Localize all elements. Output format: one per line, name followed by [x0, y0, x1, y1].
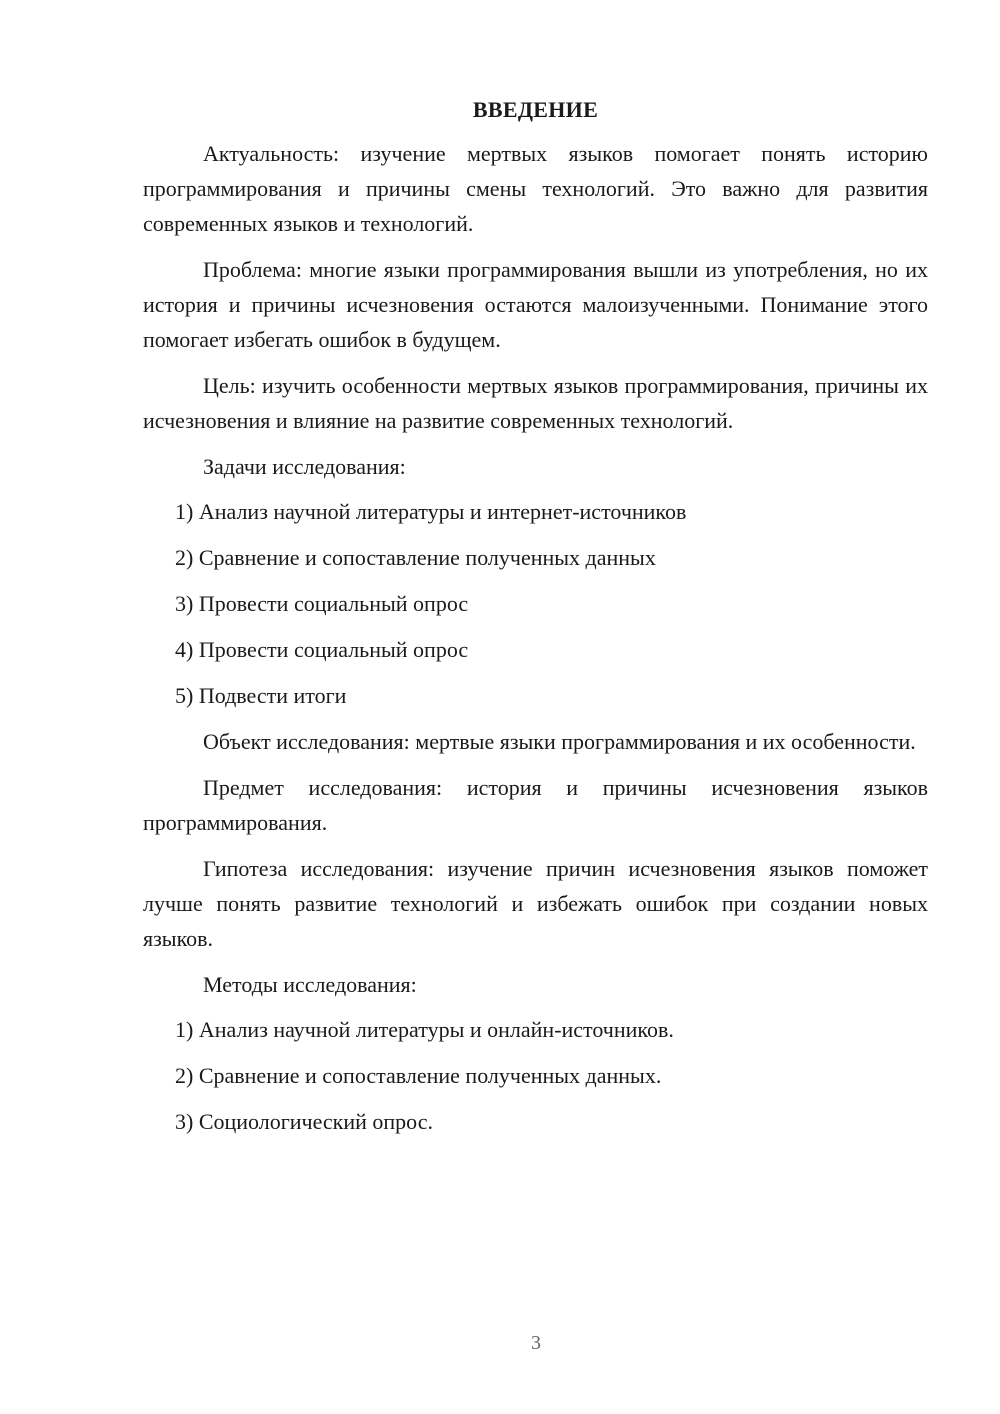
page-title: ВВЕДЕНИЕ	[472, 97, 599, 122]
problem-paragraph: Проблема: многие языки программирования вышли из употребления, но их история и причины исчезновения остаются малоизученными. Понимание этого помогает избегать ошибок в будущем.	[143, 257, 928, 352]
list-item: 3) Социологический опрос.	[175, 1109, 433, 1134]
tasks-list	[143, 494, 928, 713]
methods-list	[143, 1012, 928, 1139]
page-number: 3	[531, 1332, 541, 1354]
goal-paragraph: Цель: изучить особенности мертвых языков программирования, причины их исчезновения и влияние на развитие современных технологий.	[143, 373, 928, 433]
list-item: 2) Сравнение и сопоставление полученных данных	[175, 545, 656, 570]
object-paragraph: Объект исследования: мертвые языки программирования и их особенности.	[203, 729, 916, 754]
list-item: 3) Провести социальный опрос	[175, 591, 469, 616]
list-item: 1) Анализ научной литературы и онлайн-источников.	[175, 1017, 674, 1042]
tasks-heading: Задачи исследования:	[203, 454, 406, 479]
list-item: 2) Сравнение и сопоставление полученных данных.	[175, 1063, 662, 1088]
list-item: 1) Анализ научной литературы и интернет-источников	[175, 499, 687, 524]
page-content	[143, 92, 928, 1150]
list-item: 5) Подвести итоги	[175, 683, 347, 708]
subject-paragraph: Предмет исследования: история и причины исчезновения языков программирования.	[143, 775, 928, 835]
relevance-paragraph: Актуальность: изучение мертвых языков помогает понять историю программирования и причины смены технологий. Это важно для развития современных языков и технологий.	[143, 141, 928, 236]
methods-heading: Методы исследования:	[203, 972, 417, 997]
list-item: 4) Провести социальный опрос	[175, 637, 469, 662]
hypothesis-paragraph: Гипотеза исследования: изучение причин исчезновения языков поможет лучше понять развитие технологий и избежать ошибок при создании новых языков.	[143, 856, 928, 951]
